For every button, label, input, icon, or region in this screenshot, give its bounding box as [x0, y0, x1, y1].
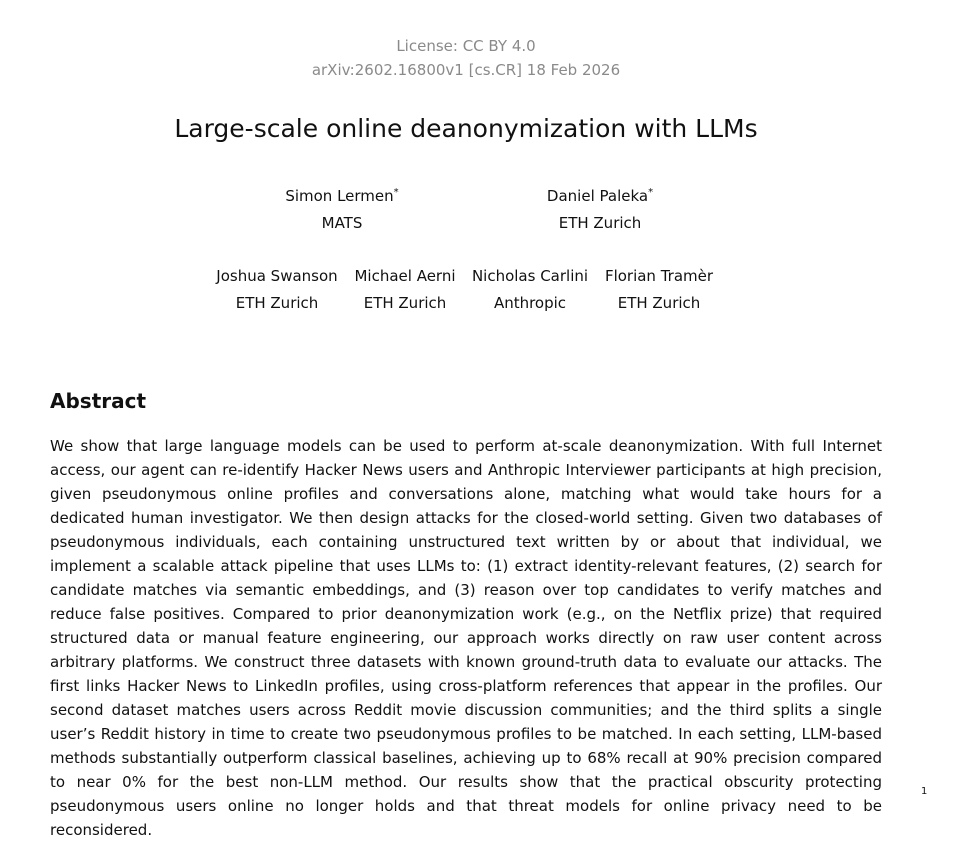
author-block: [468, 263, 592, 317]
author-name: Daniel Paleka: [546, 187, 649, 205]
author-affiliation: ETH Zurich: [363, 294, 447, 312]
author-block: [598, 263, 720, 317]
author-block: [240, 183, 444, 237]
author-affiliation: MATS: [321, 214, 363, 232]
author-affiliation: ETH Zurich: [617, 294, 701, 312]
author-affiliation: Anthropic: [493, 294, 567, 312]
equal-contribution-mark: *: [648, 187, 654, 198]
paper-title: Large-scale online deanonymization with LLMs: [174, 114, 758, 143]
abstract-heading: Abstract: [50, 389, 147, 413]
abstract-body: We show that large language models can be used to perform at-scale deanonymization. With full Internet access, our agent can re-identify Hacker News users and Anthropic Interviewer participants at high precision, given pseudonymous online profiles and conversations alone, matching what would take hours for a dedicated human investigator. We then design attacks for the closed-world setting. Given two databases of pseudonymous individuals, each containing unstructured text written by or about that individual, we implement a scalable attack pipeline that uses LLMs to: (1) extract identity-relevant features, (2) search for candidate matches via semantic embeddings, and (3) reason over top candidates to verify matches and reduce false positives. Compared to prior deanonymization work (e.g., on the Netflix prize) that required structured data or manual feature engineering, our approach works directly on raw user content across arbitrary platforms. We construct three datasets with known ground-truth data to evaluate our attacks. The first links Hacker News to LinkedIn profiles, using cross-platform references that appear in the profiles. Our second dataset matches users across Reddit movie discussion communities; and the third splits a single user’s Reddit history in time to create two pseudonymous profiles to be matched. In each setting, LLM-based methods substantially outperform classical baselines, achieving up to 68% recall at 90% precision compared to near 0% for the best non-LLM method. Our results show that the practical obscurity protecting pseudonymous users online no longer holds and that threat models for online privacy need to be reconsidered.: [50, 437, 882, 839]
author-block: [346, 263, 464, 317]
author-block: [213, 263, 341, 317]
author-name: Florian Tramèr: [604, 267, 714, 285]
author-affiliation: ETH Zurich: [558, 214, 642, 232]
license-label: License: CC BY 4.0: [396, 37, 536, 55]
author-block: [498, 183, 702, 237]
author-name: Simon Lermen: [285, 187, 394, 205]
author-name: Michael Aerni: [354, 267, 456, 285]
equal-contribution-mark: *: [393, 187, 399, 198]
arxiv-identifier: arXiv:2602.16800v1 [cs.CR] 18 Feb 2026: [311, 61, 621, 79]
page-number: 1: [921, 786, 928, 797]
author-name: Joshua Swanson: [216, 267, 338, 285]
author-name: Nicholas Carlini: [471, 267, 589, 285]
author-affiliation: ETH Zurich: [235, 294, 319, 312]
